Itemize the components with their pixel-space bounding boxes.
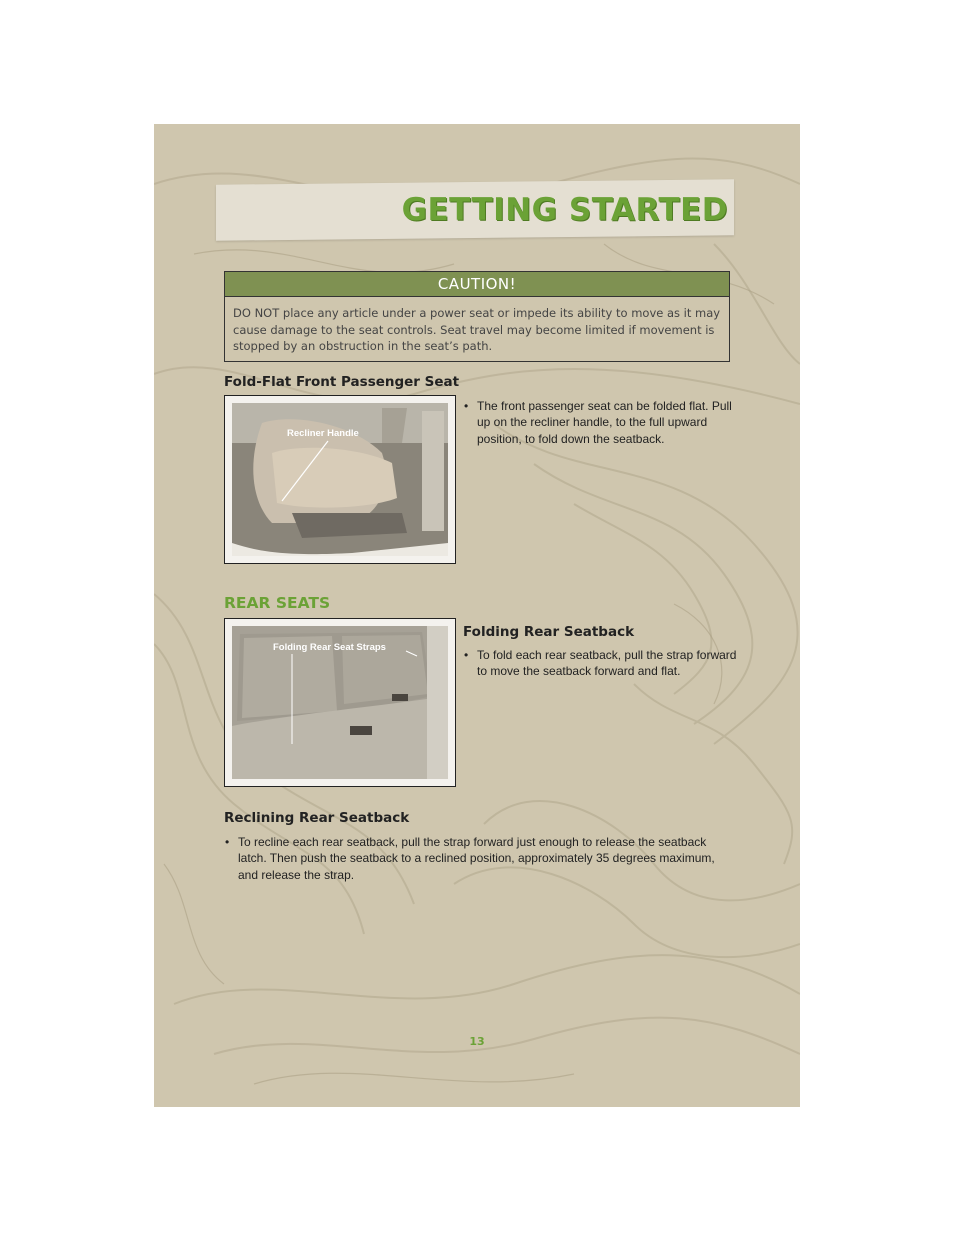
reclining-rear-bullet xyxy=(225,834,738,883)
folding-rear-heading: Folding Rear Seatback xyxy=(463,624,635,640)
fold-flat-bullet xyxy=(464,398,739,447)
recliner-handle-label: Recliner Handle xyxy=(287,428,359,439)
fold-flat-heading: Fold-Flat Front Passenger Seat xyxy=(224,374,460,390)
bullet-dot: • xyxy=(464,648,469,662)
page-title: GETTING STARTED xyxy=(401,192,728,228)
reclining-rear-text: To recline each rear seatback, pull the strap forward just enough to release the seatback latch. Then push the seatback to a reclined position, approximately 35 degrees maximum, and release the strap. xyxy=(238,835,715,882)
bullet-dot: • xyxy=(464,399,469,413)
caution-heading: CAUTION! xyxy=(225,272,729,297)
rear-seat-photo xyxy=(224,618,456,787)
manual-page xyxy=(154,124,800,1107)
recliner-photo xyxy=(224,395,456,564)
fold-flat-text: The front passenger seat can be folded flat. Pull up on the recliner handle, to the full upward position, to fold down the seatback. xyxy=(477,399,732,446)
rear-seat-illustration xyxy=(232,626,448,779)
front-seat-illustration xyxy=(232,403,448,556)
bullet-dot: • xyxy=(225,835,230,849)
rear-seats-heading: REAR SEATS xyxy=(224,594,331,612)
page-number: 13 xyxy=(469,1035,485,1048)
folding-straps-label: Folding Rear Seat Straps xyxy=(273,642,386,653)
caution-box xyxy=(224,271,730,362)
folding-rear-bullet xyxy=(464,647,739,680)
folding-rear-text: To fold each rear seatback, pull the strap forward to move the seatback forward and flat. xyxy=(477,648,737,679)
caution-text: DO NOT place any article under a power seat or impede its ability to move as it may cause damage to the seat controls. Seat travel may become limited if movement is stopped by an obstruction in the seat’s path. xyxy=(233,306,721,353)
reclining-rear-heading: Reclining Rear Seatback xyxy=(224,810,410,826)
